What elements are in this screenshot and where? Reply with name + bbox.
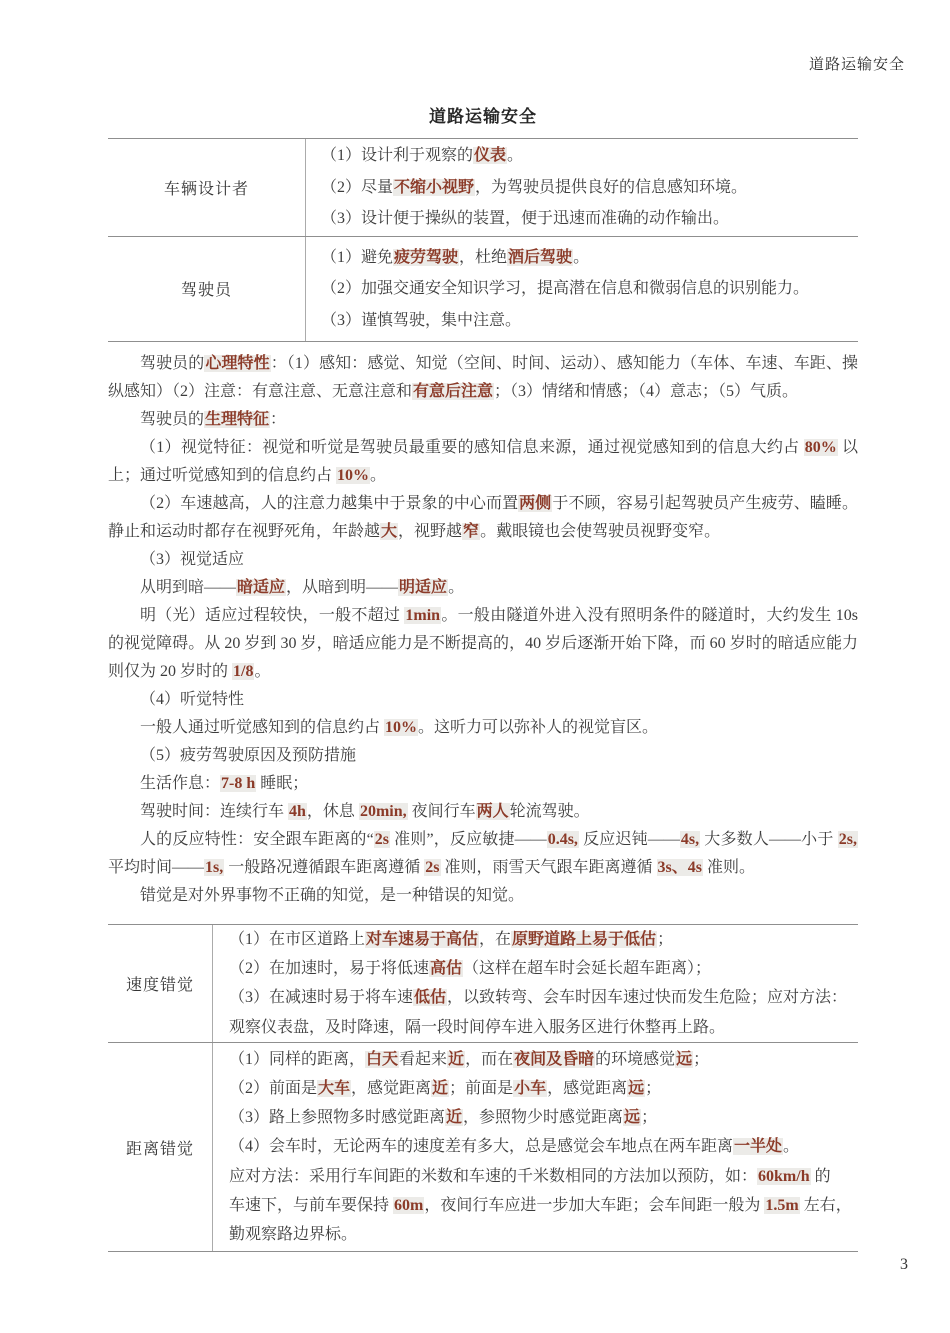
highlighted-term: 心理特性 [205, 355, 270, 372]
text-run: 一般路况遵循跟车距离遵循 [224, 859, 425, 876]
highlighted-term: 60m [394, 1196, 424, 1214]
text-run: ； [693, 1050, 710, 1068]
text-run: 驾驶时间：连续行车 [140, 803, 289, 820]
text-run: 轮流驾驶。 [509, 803, 590, 820]
cell-line [229, 1132, 852, 1161]
text-run: ，在 [479, 931, 512, 948]
cell-line [229, 983, 852, 1012]
text-run: （这样在超车时会延长超车距离）； [463, 960, 712, 978]
body-paragraph [108, 770, 858, 798]
highlighted-term: 近 [448, 1050, 465, 1068]
text-run: 观察仪表盘，及时降速，隔一段时间停车进入服务区进行休整再上路。 [229, 1018, 726, 1036]
text-run: ：（1）感知：感觉、知觉（空间、时间、运动）、感知能力（车体、车速、车距、操纵感知）（2）注意：有意注意、无意注意和 [108, 355, 858, 400]
highlighted-term: 大车 [318, 1080, 351, 1098]
highlighted-term: 4s, [680, 831, 700, 848]
cell-line [229, 1191, 852, 1220]
text-run: ，参照物少时感觉距离 [463, 1109, 624, 1127]
text-run: 驾驶员的 [140, 411, 205, 428]
cell-line [321, 273, 852, 305]
text-run: （2）尽量 [321, 178, 394, 196]
text-run: 明（光）适应过程较快，一般不超过 [140, 607, 405, 624]
text-run: ，夜间行车应进一步加大车距；会车间距一般为 [424, 1196, 765, 1214]
highlighted-term: 1s, [205, 859, 224, 876]
row-content [212, 1043, 858, 1251]
text-run: （3）视觉适应 [140, 551, 245, 568]
text-run: 。 [254, 663, 271, 680]
text-run: 看起来 [399, 1050, 448, 1068]
text-run: （4）会车时，无论两车的速度差有多大，总是感觉会车地点在两车距离 [229, 1138, 734, 1156]
text-run: 准则”，反应敏捷—— [389, 831, 547, 848]
row-label: 驾驶员 [180, 282, 232, 300]
text-run: ； [645, 1080, 662, 1098]
text-run: ，休息 [306, 803, 359, 820]
highlighted-term: 高估 [430, 960, 463, 978]
highlighted-term: 大 [381, 523, 398, 540]
row-label: 车辆设计者 [163, 180, 249, 198]
highlighted-term: 低估 [414, 989, 447, 1007]
text-run: 从明到暗—— [140, 579, 237, 596]
text-run: 左右， [799, 1196, 852, 1214]
body-paragraph [108, 602, 858, 686]
highlighted-term: 1.5m [765, 1196, 799, 1214]
text-run: 于不顾，容易引起驾驶员产生疲劳、瞌睡。静止和运动时都存在视野死角，年龄越 [108, 495, 858, 540]
body-paragraph [108, 574, 858, 602]
highlighted-term: 有意后注意 [413, 383, 494, 400]
text-run: （1）同样的距离， [229, 1050, 366, 1068]
page-number: 3 [900, 1256, 908, 1273]
text-run: 。一般由隧道外进入没有照明条件的隧道时，大约发生 10s 的视觉障碍。从 20 岁到 30 岁，暗适应能力是不断提高的，40 岁后逐渐开始下降，而 60 岁时的暗适应能力则仅为 20 岁时的 [108, 607, 858, 680]
body-paragraph [108, 826, 858, 882]
highlighted-term: 酒后驾驶 [508, 248, 573, 266]
text-run: （3）设计便于操纵的装置，便于迅速而准确的动作输出。 [321, 210, 730, 227]
text-run: 夜间行车 [407, 803, 476, 820]
cell-line [229, 954, 852, 983]
cell-line [229, 1103, 852, 1132]
body-paragraph [108, 882, 858, 910]
highlighted-term: 1/8 [233, 663, 254, 680]
table-row [108, 139, 858, 237]
highlighted-term: 10% [337, 467, 370, 484]
highlighted-term: 2s [374, 831, 389, 848]
body-paragraph [108, 714, 858, 742]
cell-line [321, 242, 852, 274]
table-row [108, 237, 858, 343]
body-paragraph [108, 406, 858, 434]
cell-line [321, 203, 852, 235]
text-run: 人的反应特性：安全跟车距离的“ [140, 831, 374, 848]
row-content [212, 925, 858, 1042]
text-run: 准则。 [702, 859, 755, 876]
highlighted-term: 夜间及昏暗 [514, 1050, 595, 1068]
table-row [108, 925, 858, 1043]
text-run: 驾驶员的 [140, 355, 205, 372]
text-run: ，感觉距离 [547, 1080, 628, 1098]
row-label: 速度错觉 [125, 976, 194, 994]
body-paragraph [108, 546, 858, 574]
text-run: 生活作息： [140, 775, 221, 792]
text-run: ，而在 [465, 1050, 514, 1068]
text-run: ： [270, 411, 287, 428]
highlighted-term: 2s, [838, 831, 857, 848]
text-run: ；前面是 [449, 1080, 514, 1098]
text-run: ，感觉距离 [351, 1080, 432, 1098]
text-run: ； [641, 1109, 658, 1127]
body-paragraph [108, 434, 858, 490]
text-run: ，从暗到明—— [286, 579, 399, 596]
highlighted-term: 对车速易于高估 [366, 931, 479, 948]
text-run: ，为驾驶员提供良好的信息感知环境。 [475, 178, 748, 196]
highlighted-term: 20min, [359, 803, 407, 820]
highlighted-term: 仪表 [474, 147, 507, 164]
row-content [305, 237, 858, 342]
text-run: ；（3）情绪和情感；（4）意志；（5）气质。 [494, 383, 799, 400]
doc-title: 道路运输安全 [429, 107, 537, 126]
cell-line [229, 925, 852, 954]
highlighted-term: 不缩小视野 [394, 178, 475, 196]
text-run: 。 [370, 467, 387, 484]
cell-line [229, 1162, 852, 1191]
highlighted-term: 生理特征 [205, 411, 270, 428]
running-header: 道路运输安全 [808, 56, 905, 73]
text-run: ，杜绝 [459, 248, 508, 266]
text-run: 。 [783, 1138, 800, 1156]
text-run: （3）路上参照物多时感觉距离 [229, 1109, 446, 1127]
highlighted-term: 远 [624, 1109, 641, 1127]
text-run: 以上；通过听觉感知到的信息约占 [108, 439, 858, 484]
text-run: 准则，雨雪天气跟车距离遵循 [440, 859, 657, 876]
text-run: 。 [573, 248, 590, 266]
highlighted-term: 近 [446, 1109, 463, 1127]
text-run: （2）在加速时，易于将低速 [229, 960, 430, 978]
text-run: 的 [810, 1167, 831, 1185]
text-run: ，视野越 [398, 523, 463, 540]
cell-line [321, 140, 852, 172]
highlighted-term: 7-8 h [221, 775, 256, 792]
highlighted-term: 暗适应 [237, 579, 286, 596]
text-run: 。 [507, 147, 524, 164]
body-paragraph [108, 490, 858, 546]
text-run: 勤观察路边界标。 [229, 1226, 358, 1244]
highlighted-term: 明适应 [399, 579, 448, 596]
text-run: （1）避免 [321, 248, 394, 266]
highlighted-term: 原野道路上易于低估 [512, 931, 657, 948]
highlighted-term: 小车 [514, 1080, 547, 1098]
text-run: ； [657, 931, 674, 948]
highlighted-term: 3s、4s [657, 859, 702, 876]
highlighted-term: 一半处 [734, 1138, 783, 1156]
body-text [108, 350, 858, 910]
text-run: （4）听觉特性 [140, 691, 245, 708]
text-run: 大多数人——小于 [700, 831, 838, 848]
text-run: 。戴眼镜也会使驾驶员视野变窄。 [480, 523, 721, 540]
text-run: （2）车速越高，人的注意力越集中于景象的中心而置 [140, 495, 519, 512]
text-run: 错觉是对外界事物不正确的知觉，是一种错误的知觉。 [140, 887, 525, 904]
text-run: 。 [448, 579, 465, 596]
text-run: 平均时间—— [108, 859, 205, 876]
content [108, 106, 858, 1252]
highlighted-term: 窄 [463, 523, 480, 540]
highlighted-term: 远 [628, 1080, 645, 1098]
highlighted-term: 两人 [476, 803, 509, 820]
text-run: ，以致转弯、会车时因车速过快而发生危险；应对方法： [447, 989, 848, 1007]
text-run: （2）加强交通安全知识学习，提高潜在信息和微弱信息的识别能力。 [321, 280, 810, 297]
body-paragraph [108, 686, 858, 714]
cell-line [229, 1045, 852, 1074]
table-row [108, 1043, 858, 1252]
cell-line [321, 172, 852, 204]
highlighted-term: 两侧 [519, 495, 552, 512]
driver-factors-table [108, 138, 858, 342]
cell-line [229, 1013, 852, 1042]
highlighted-term: 4h [289, 803, 306, 820]
text-run: （3）在减速时易于将车速 [229, 989, 414, 1007]
text-run: （1）在市区道路上 [229, 931, 366, 948]
body-paragraph [108, 742, 858, 770]
row-label: 距离错觉 [125, 1140, 194, 1158]
highlighted-term: 1min [405, 607, 441, 624]
highlighted-term: 近 [432, 1080, 449, 1098]
text-run: 睡眠； [256, 775, 309, 792]
text-run: 反应迟钝—— [578, 831, 680, 848]
highlighted-term: 疲劳驾驶 [394, 248, 459, 266]
text-run: （2）前面是 [229, 1080, 318, 1098]
body-paragraph [108, 798, 858, 826]
cell-line [229, 1220, 852, 1249]
highlighted-term: 80% [804, 439, 837, 456]
highlighted-term: 远 [676, 1050, 693, 1068]
text-run: （1）设计利于观察的 [321, 147, 474, 164]
highlighted-term: 白天 [366, 1050, 399, 1068]
illusion-table [108, 924, 858, 1252]
row-content [305, 139, 858, 236]
text-run: （3）谨慎驾驶，集中注意。 [321, 311, 522, 329]
highlighted-term: 0.4s, [547, 831, 578, 848]
body-paragraph [108, 350, 858, 406]
text-run: 。这听力可以弥补人的视觉盲区。 [418, 719, 659, 736]
highlighted-term: 2s [425, 859, 440, 876]
text-run: （1）视觉特征：视觉和听觉是驾驶员最重要的感知信息来源，通过视觉感知到的信息大约占 [140, 439, 804, 456]
text-run: （5）疲劳驾驶原因及预防措施 [140, 747, 357, 764]
cell-line [321, 305, 852, 337]
text-run: 应对方法：采用行车间距的米数和车速的千米数相同的方法加以预防，如： [229, 1167, 758, 1185]
highlighted-term: 60km/h [758, 1167, 810, 1185]
text-run: 车速下，与前车要保持 [229, 1196, 394, 1214]
text-run: 的环境感觉 [595, 1050, 676, 1068]
cell-line [229, 1074, 852, 1103]
text-run: 一般人通过听觉感知到的信息约占 [140, 719, 385, 736]
highlighted-term: 10% [385, 719, 418, 736]
